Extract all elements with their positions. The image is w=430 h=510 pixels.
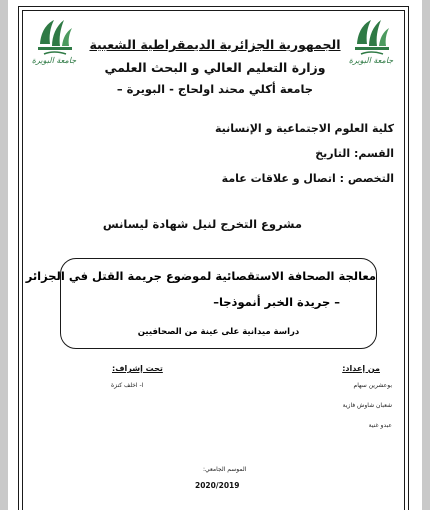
student-name: شعبان شاوش فازية — [342, 402, 392, 409]
republic-heading: الجمهورية الجزائرية الديمقراطية الشعبية — [89, 37, 341, 52]
thesis-subtitle: دراسة ميدانية على عينة من الصحافيين — [137, 327, 300, 337]
university-heading: جامعة أكلي محند اولحاج - البويرة – — [116, 82, 314, 96]
student-name: بوعشرين سهام — [353, 382, 392, 389]
logo-caption-right: جامعة البويرة — [348, 56, 394, 65]
academic-year: 2020/2019 — [195, 481, 240, 490]
logo-caption-left: جامعة البويرة — [31, 56, 77, 65]
document-page — [8, 0, 422, 510]
supervision-label: تحت إشراف: — [112, 364, 163, 373]
thesis-title-line2: – جريدة الخبر أنموذجا– — [213, 295, 340, 309]
specialty-name: التخصص : اتصال و علاقات عامة — [221, 172, 394, 185]
supervisor-name: ا- اخلف كنزة — [111, 382, 144, 389]
faculty-name: كلية العلوم الاجتماعية و الإنسانية — [214, 122, 394, 135]
department-name: القسم: التاريخ — [315, 147, 394, 160]
academic-year-label: الموسم الجامعي: — [203, 466, 247, 473]
thesis-title-line1: معالجة الصحافة الاستقصائية لموضوع جريمة القتل في الجزائر — [25, 269, 376, 283]
thesis-title-box — [25, 258, 377, 349]
project-heading: مشروع التخرج لنيل شهادة ليسانس — [102, 217, 302, 231]
ministry-heading: وزارة التعليم العالي و البحث العلمي — [104, 60, 326, 75]
student-name: عبدو غنية — [368, 422, 392, 429]
prepared-by-label: من إعداد: — [342, 364, 380, 373]
